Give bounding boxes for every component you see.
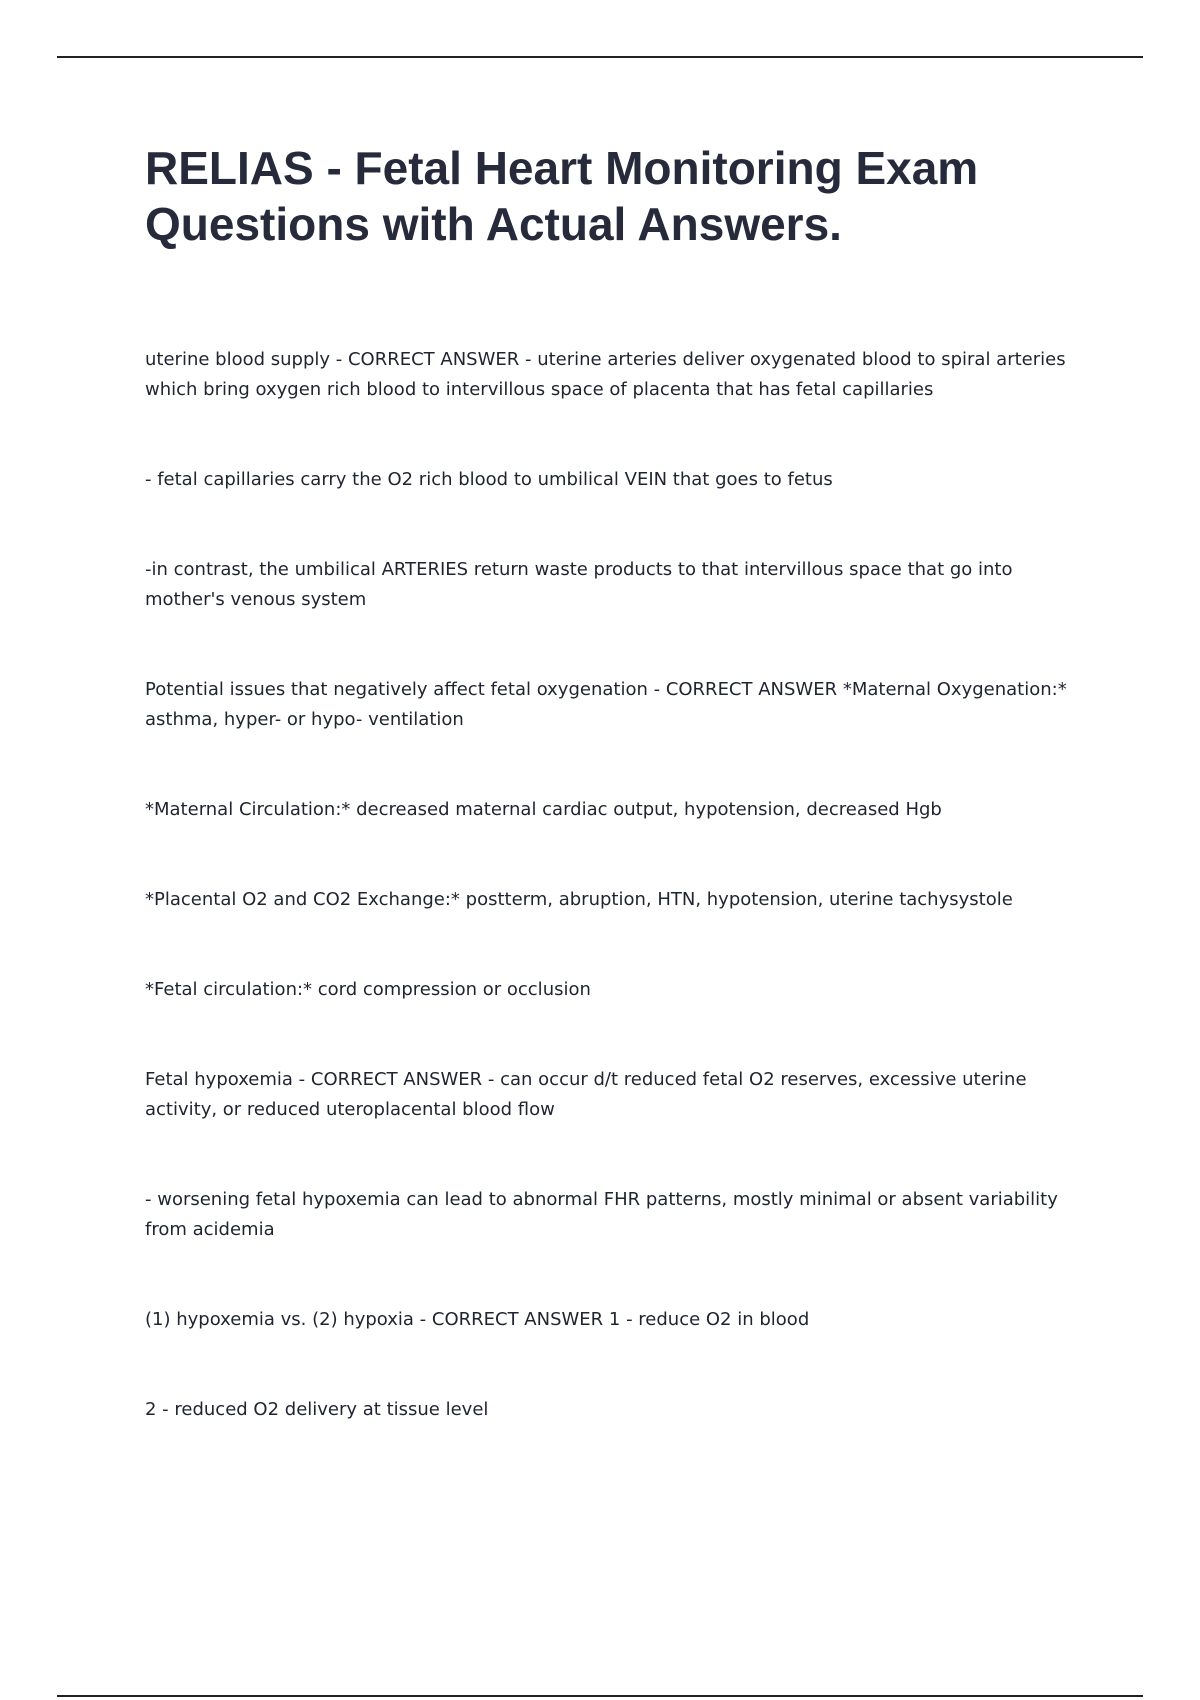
paragraph: -in contrast, the umbilical ARTERIES return waste products to that intervillous space that go into mother's venous system [145, 559, 1013, 610]
paragraph: Potential issues that negatively affect fetal oxygenation - CORRECT ANSWER *Maternal Oxygenation:* asthma, hyper- or hypo- ventilation [145, 679, 1067, 730]
top-divider [57, 56, 1143, 58]
paragraph: uterine blood supply - CORRECT ANSWER - uterine arteries deliver oxygenated blood to spiral arteries which bring oxygen rich blood to intervillous space of placenta that has fetal capillaries [145, 349, 1066, 400]
paragraph: *Fetal circulation:* cord compression or occlusion [145, 979, 591, 1000]
paragraph: - fetal capillaries carry the O2 rich blood to umbilical VEIN that goes to fetus [145, 469, 833, 490]
paragraph: *Placental O2 and CO2 Exchange:* postterm, abruption, HTN, hypotension, uterine tachysystole [145, 889, 1013, 910]
paragraph: (1) hypoxemia vs. (2) hypoxia - CORRECT ANSWER 1 - reduce O2 in blood [145, 1309, 810, 1330]
paragraph: - worsening fetal hypoxemia can lead to abnormal FHR patterns, mostly minimal or absent variability from acidemia [145, 1189, 1058, 1240]
document-body [145, 345, 1080, 1485]
bottom-divider [57, 1695, 1143, 1697]
paragraph: *Maternal Circulation:* decreased maternal cardiac output, hypotension, decreased Hgb [145, 799, 942, 820]
paragraph: Fetal hypoxemia - CORRECT ANSWER - can occur d/t reduced fetal O2 reserves, excessive uterine activity, or reduced uteroplacental blood flow [145, 1069, 1027, 1120]
paragraph: 2 - reduced O2 delivery at tissue level [145, 1399, 489, 1420]
page-title: RELIAS - Fetal Heart Monitoring Exam Questions with Actual Answers. [145, 142, 979, 250]
